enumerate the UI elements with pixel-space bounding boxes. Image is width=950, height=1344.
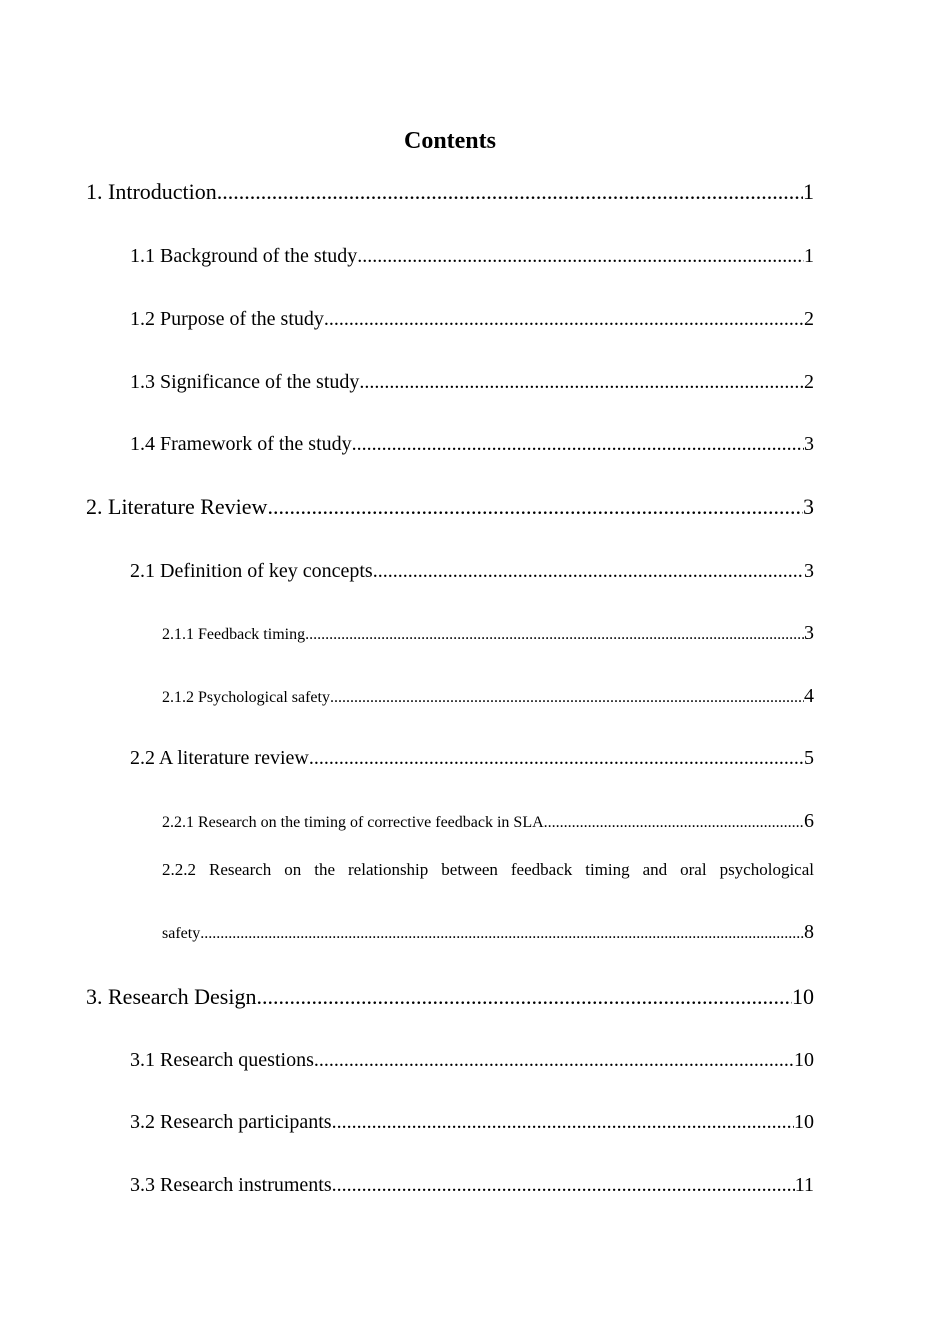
toc-entry-label: 1. Introduction — [86, 179, 217, 204]
toc-entry-research-questions[interactable] — [130, 1046, 814, 1074]
toc-page-number: 3 — [803, 494, 814, 519]
toc-page-number: 4 — [804, 685, 814, 707]
toc-dot-leader — [267, 492, 803, 522]
toc-dot-leader — [200, 922, 804, 946]
toc-dot-leader — [217, 177, 803, 207]
toc-page-number: 10 — [792, 984, 814, 1009]
toc-entry-research-participants[interactable] — [130, 1108, 814, 1136]
toc-entry-label: 3.3 Research instruments — [130, 1174, 332, 1196]
toc-dot-leader — [256, 982, 792, 1012]
toc-entry-literature-review[interactable] — [86, 492, 814, 522]
toc-entry-label: 2. Literature Review — [86, 494, 268, 519]
toc-title: Contents — [403, 128, 496, 154]
toc-page-number: 1 — [804, 245, 814, 267]
toc-dot-leader — [352, 430, 804, 458]
toc-entry-label: 2.2.1 Research on the timing of corrective feedback in SLA — [162, 814, 544, 831]
toc-dot-leader — [309, 744, 804, 772]
toc-entry-label: 3. Research Design — [86, 984, 257, 1009]
toc-entry-label: 2.1.2 Psychological safety — [162, 689, 330, 706]
toc-dot-leader — [314, 1046, 794, 1074]
toc-dot-leader — [324, 305, 804, 333]
toc-page-number: 1 — [803, 179, 814, 204]
toc-page-number: 6 — [804, 810, 814, 832]
toc-page-number: 10 — [794, 1049, 814, 1071]
toc-entry-label: 3.1 Research questions — [130, 1049, 314, 1071]
toc-entry-feedback-timing[interactable] — [162, 621, 814, 647]
toc-entry-research-design[interactable] — [86, 982, 814, 1012]
toc-page-number: 10 — [794, 1111, 814, 1133]
toc-entry-label: 1.4 Framework of the study — [130, 433, 352, 455]
toc-page-number: 2 — [804, 371, 814, 393]
toc-entry-label: 3.2 Research participants — [130, 1111, 332, 1133]
toc-entry-definition[interactable] — [130, 557, 814, 585]
toc-page-number: 11 — [794, 1174, 814, 1196]
toc-entry-psychological-safety[interactable] — [162, 684, 814, 710]
toc-entry-purpose[interactable] — [130, 305, 814, 333]
toc-entry-relationship-line2[interactable] — [162, 920, 814, 946]
toc-dot-leader — [359, 368, 804, 396]
toc-dot-leader — [305, 623, 804, 647]
toc-entry-framework[interactable] — [130, 430, 814, 458]
toc-entry-relationship-line1[interactable]: 2.2.2 Research on the relationship between feedback timing and oral psychological — [162, 860, 814, 879]
toc-entry-research-timing[interactable] — [162, 809, 814, 835]
toc-page-number: 3 — [804, 622, 814, 644]
toc-entry-label: 2.1 Definition of key concepts — [130, 560, 373, 582]
toc-dot-leader — [544, 811, 804, 835]
toc-dot-leader — [330, 686, 804, 710]
toc-entry-research-instruments[interactable] — [130, 1171, 814, 1199]
toc-entry-a-literature-review[interactable] — [130, 744, 814, 772]
toc-entry-introduction[interactable] — [86, 177, 814, 207]
toc-dot-leader — [332, 1108, 794, 1136]
toc-entry-label: 1.3 Significance of the study — [130, 371, 360, 393]
toc-entry-label: 2.2 A literature review — [130, 747, 309, 769]
toc-entry-label: 1.1 Background of the study — [130, 245, 358, 267]
toc-entry-background[interactable] — [130, 242, 814, 270]
toc-dot-leader — [373, 557, 804, 585]
toc-page-number: 5 — [804, 747, 814, 769]
toc-page-number: 3 — [804, 433, 814, 455]
toc-dot-leader — [332, 1171, 795, 1199]
toc-page-number: 8 — [804, 921, 814, 943]
toc-dot-leader — [357, 242, 804, 270]
toc-entry-label: 2.1.1 Feedback timing — [162, 626, 306, 643]
toc-entry-label: 1.2 Purpose of the study — [130, 308, 324, 330]
toc-entry-label: safety — [162, 925, 201, 942]
toc-entry-significance[interactable] — [130, 368, 814, 396]
toc-page-number: 2 — [804, 308, 814, 330]
toc-page-number: 3 — [804, 560, 814, 582]
